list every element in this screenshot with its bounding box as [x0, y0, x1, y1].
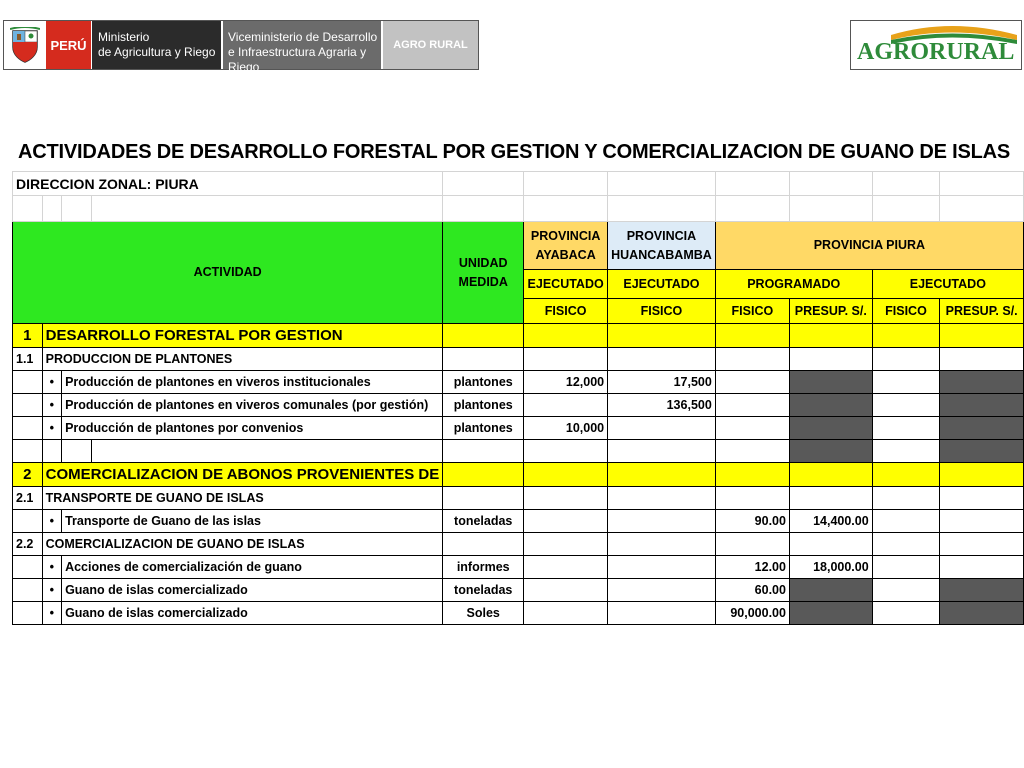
agency-label: AGRO RURAL — [381, 21, 478, 69]
header-budget-programmed: PRESUP. S/. — [789, 299, 872, 324]
unit-cell: plantones — [443, 394, 524, 417]
header-row-1 — [13, 222, 1024, 270]
huancabamba-cell — [608, 417, 716, 440]
activity-label: Producción de plantones por convenios — [62, 417, 443, 440]
executed-physical-cell — [872, 417, 940, 440]
programmed-physical-cell — [715, 417, 789, 440]
peru-coat-of-arms-icon — [4, 21, 46, 69]
ayabaca-cell — [524, 556, 608, 579]
bullet: • — [42, 579, 61, 602]
bullet: • — [42, 394, 61, 417]
zone-label: DIRECCION ZONAL: PIURA — [13, 172, 443, 196]
header-physical-executed: FISICO — [872, 299, 940, 324]
viceministry-label — [221, 21, 381, 74]
header-province-ayabaca-line-2: AYABACA — [535, 247, 596, 262]
ayabaca-cell: 12,000 — [524, 371, 608, 394]
programmed-budget-cell — [789, 371, 872, 394]
header-executed-piura: EJECUTADO — [872, 270, 1023, 299]
unit-cell: informes — [443, 556, 524, 579]
empty-row — [13, 440, 1024, 463]
table-row — [13, 394, 1024, 417]
subsection-label: COMERCIALIZACION DE GUANO DE ISLAS — [42, 533, 443, 556]
zone-row — [13, 172, 1024, 196]
header-activity: ACTIVIDAD — [13, 222, 443, 324]
executed-physical-cell — [872, 394, 940, 417]
bullet: • — [42, 510, 61, 533]
government-banner — [3, 20, 479, 74]
huancabamba-cell — [608, 556, 716, 579]
programmed-physical-cell: 12.00 — [715, 556, 789, 579]
bullet: • — [42, 371, 61, 394]
section-row — [13, 463, 1024, 487]
executed-budget-cell — [940, 602, 1024, 625]
activity-label: Guano de islas comercializado — [62, 579, 443, 602]
executed-budget-cell — [940, 417, 1024, 440]
unit-cell: toneladas — [443, 510, 524, 533]
executed-physical-cell — [872, 510, 940, 533]
ayabaca-cell — [524, 510, 608, 533]
table-row — [13, 417, 1024, 440]
header-programmed: PROGRAMADO — [715, 270, 872, 299]
table-row — [13, 556, 1024, 579]
programmed-budget-cell — [789, 417, 872, 440]
unit-cell: plantones — [443, 371, 524, 394]
programmed-physical-cell: 60.00 — [715, 579, 789, 602]
programmed-budget-cell: 14,400.00 — [789, 510, 872, 533]
subsection-row — [13, 487, 1024, 510]
huancabamba-cell: 136,500 — [608, 394, 716, 417]
subsection-number: 2.1 — [13, 487, 43, 510]
huancabamba-cell — [608, 510, 716, 533]
activity-label: Producción de plantones en viveros institucionales — [62, 371, 443, 394]
logo-wordmark: AGRORURAL — [857, 39, 1015, 65]
activity-label: Acciones de comercialización de guano — [62, 556, 443, 579]
programmed-budget-cell — [789, 602, 872, 625]
huancabamba-cell — [608, 579, 716, 602]
ayabaca-cell — [524, 602, 608, 625]
subsection-label: PRODUCCION DE PLANTONES — [42, 348, 443, 371]
section-label: COMERCIALIZACION DE ABONOS PROVENIENTES DE — [42, 463, 443, 487]
activity-label: Producción de plantones en viveros comunales (por gestión) — [62, 394, 443, 417]
programmed-physical-cell — [715, 371, 789, 394]
activities-table — [12, 171, 1024, 625]
activity-label: Transporte de Guano de las islas — [62, 510, 443, 533]
unit-cell: toneladas — [443, 579, 524, 602]
programmed-budget-cell — [789, 579, 872, 602]
executed-budget-cell — [940, 394, 1024, 417]
header-province-huancabamba-line-1: PROVINCIA — [626, 228, 697, 243]
executed-physical-cell — [872, 602, 940, 625]
viceministry-line-2: e Infraestructura Agraria y Riego — [228, 45, 367, 74]
bullet: • — [42, 602, 61, 625]
unit-cell: Soles — [443, 602, 524, 625]
ministry-line-1: Ministerio — [98, 30, 150, 44]
programmed-physical-cell — [715, 394, 789, 417]
huancabamba-cell — [608, 602, 716, 625]
header-province-ayabaca — [524, 222, 608, 270]
section-label: DESARROLLO FORESTAL POR GESTION — [42, 324, 443, 348]
viceministry-line-1: Viceministerio de Desarrollo — [228, 30, 378, 44]
section-number: 1 — [13, 324, 43, 348]
agrorural-logo — [850, 20, 1022, 70]
unit-cell: plantones — [443, 417, 524, 440]
table-row — [13, 602, 1024, 625]
programmed-physical-cell: 90.00 — [715, 510, 789, 533]
header-unit — [443, 222, 524, 324]
ministry-label — [91, 21, 221, 69]
executed-physical-cell — [872, 556, 940, 579]
table-row — [13, 510, 1024, 533]
subsection-number: 2.2 — [13, 533, 43, 556]
huancabamba-cell: 17,500 — [608, 371, 716, 394]
country-label: PERÚ — [46, 21, 91, 69]
bullet: • — [42, 556, 61, 579]
executed-budget-cell — [940, 510, 1024, 533]
header-unit-line-1: UNIDAD — [458, 255, 508, 270]
executed-physical-cell — [872, 579, 940, 602]
executed-physical-cell — [872, 371, 940, 394]
spacer-row — [13, 196, 1024, 222]
header-budget-executed: PRESUP. S/. — [940, 299, 1024, 324]
executed-budget-cell — [940, 371, 1024, 394]
header-province-huancabamba-line-2: HUANCABAMBA — [611, 247, 712, 262]
subsection-label: TRANSPORTE DE GUANO DE ISLAS — [42, 487, 443, 510]
section-number: 2 — [13, 463, 43, 487]
header-physical-ayabaca: FISICO — [524, 299, 608, 324]
header-province-huancabamba — [608, 222, 716, 270]
table-row — [13, 371, 1024, 394]
subsection-number: 1.1 — [13, 348, 43, 371]
ayabaca-cell — [524, 579, 608, 602]
header-province-piura: PROVINCIA PIURA — [715, 222, 1023, 270]
table-row — [13, 579, 1024, 602]
section-row — [13, 324, 1024, 348]
subsection-row — [13, 348, 1024, 371]
ayabaca-cell — [524, 394, 608, 417]
header-unit-line-2: MEDIDA — [458, 274, 508, 289]
header-physical-huancabamba: FISICO — [608, 299, 716, 324]
page-title: ACTIVIDADES DE DESARROLLO FORESTAL POR GESTION Y COMERCIALIZACION DE GUANO DE ISLAS — [18, 141, 1010, 163]
header-province-ayabaca-line-1: PROVINCIA — [530, 228, 601, 243]
executed-budget-cell — [940, 579, 1024, 602]
header-executed-ayabaca: EJECUTADO — [524, 270, 608, 299]
programmed-physical-cell: 90,000.00 — [715, 602, 789, 625]
subsection-row — [13, 533, 1024, 556]
activity-label: Guano de islas comercializado — [62, 602, 443, 625]
header-physical-programmed: FISICO — [715, 299, 789, 324]
bullet: • — [42, 417, 61, 440]
executed-budget-cell — [940, 556, 1024, 579]
ministry-line-2: de Agricultura y Riego — [98, 45, 216, 59]
ayabaca-cell: 10,000 — [524, 417, 608, 440]
header-executed-huancabamba: EJECUTADO — [608, 270, 716, 299]
programmed-budget-cell — [789, 394, 872, 417]
programmed-budget-cell: 18,000.00 — [789, 556, 872, 579]
